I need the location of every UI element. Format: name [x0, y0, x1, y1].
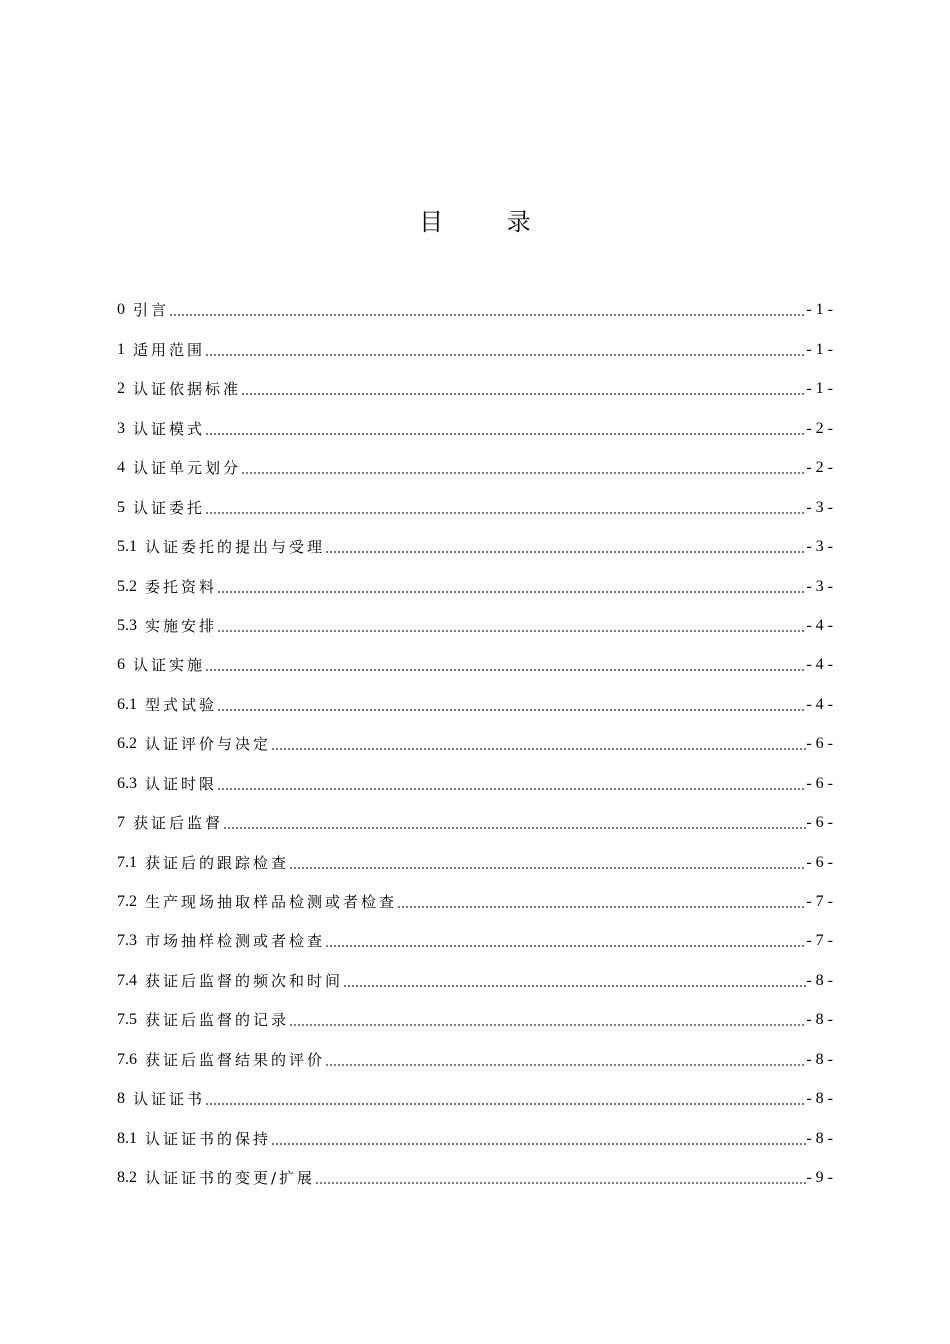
toc-entry-page: - 4 -	[806, 656, 833, 674]
dot-leader	[325, 1064, 806, 1066]
toc-entry[interactable]	[117, 691, 833, 730]
toc-entry-label: 获证后监督	[133, 814, 224, 833]
toc-entry-page: - 6 -	[806, 814, 833, 832]
toc-entry-label: 认证评价与决定	[145, 735, 272, 754]
dot-leader	[343, 985, 806, 987]
toc-entry-number: 5.3	[117, 616, 137, 634]
toc-entry-label: 委托资料	[145, 577, 218, 596]
toc-entry-number: 8	[117, 1090, 125, 1108]
toc-entry[interactable]	[117, 889, 833, 928]
toc-entry[interactable]	[117, 967, 833, 1006]
toc-entry-number: 4	[117, 459, 125, 477]
toc-entry-number: 1	[117, 340, 125, 358]
toc-entry[interactable]	[117, 652, 833, 691]
toc-entry-label: 获证后监督结果的评价	[145, 1050, 326, 1069]
toc-entry-page: - 6 -	[806, 735, 833, 753]
toc-entry-page: - 8 -	[806, 1011, 833, 1029]
toc-entry-label: 认证委托	[133, 498, 206, 517]
toc-entry[interactable]	[117, 613, 833, 652]
dot-leader	[217, 709, 806, 711]
toc-entry[interactable]	[117, 928, 833, 967]
dot-leader	[325, 551, 806, 553]
toc-entry-page: - 7 -	[806, 932, 833, 950]
toc-entry-number: 6.2	[117, 735, 137, 753]
toc-entry[interactable]	[117, 1165, 833, 1204]
toc-entry-number: 7.6	[117, 1050, 137, 1068]
toc-entry-number: 6.1	[117, 695, 137, 713]
dot-leader	[217, 591, 806, 593]
toc-entry-label: 获证后的跟踪检查	[145, 853, 290, 872]
toc-entry[interactable]	[117, 1086, 833, 1125]
toc-entry[interactable]	[117, 1046, 833, 1085]
toc-entry-page: - 8 -	[806, 1129, 833, 1147]
dot-leader	[241, 393, 806, 395]
dot-leader	[241, 472, 806, 474]
toc-entry-page: - 1 -	[806, 301, 833, 319]
toc-entry[interactable]	[117, 376, 833, 415]
toc-entry-number: 7.1	[117, 853, 137, 871]
toc-entry[interactable]	[117, 1125, 833, 1164]
toc-entry[interactable]	[117, 770, 833, 809]
toc-entry-label: 生产现场抽取样品检测或者检查	[145, 893, 398, 911]
toc-entry[interactable]	[117, 336, 833, 375]
toc-entry-label: 认证证书的保持	[145, 1129, 272, 1148]
toc-entry-number: 6.3	[117, 774, 137, 792]
toc-entry-number: 7	[117, 814, 125, 832]
toc-entry[interactable]	[117, 494, 833, 533]
toc-entry-number: 7.3	[117, 932, 137, 950]
toc-entry-label: 实施安排	[145, 616, 218, 635]
toc-entry[interactable]	[117, 415, 833, 454]
dot-leader	[271, 748, 806, 750]
toc-entry-page: - 7 -	[806, 893, 833, 910]
toc-entry[interactable]	[117, 1007, 833, 1046]
toc-entry-number: 5.1	[117, 538, 137, 556]
toc-entry-label: 获证后监督的频次和时间	[145, 971, 344, 990]
toc-entry-page: - 8 -	[806, 971, 833, 989]
dot-leader	[397, 906, 806, 908]
toc-entry-label: 型式试验	[145, 695, 218, 714]
dot-leader	[205, 1103, 806, 1105]
toc-entry[interactable]	[117, 731, 833, 770]
page-title: 目 录	[419, 208, 559, 236]
toc-entry-page: - 4 -	[806, 695, 833, 713]
toc-entry-label: 认证单元划分	[133, 459, 242, 478]
toc-entry[interactable]	[117, 810, 833, 849]
dot-leader	[169, 314, 806, 316]
toc-entry-number: 8.1	[117, 1129, 137, 1147]
toc-entry-page: - 3 -	[806, 577, 833, 595]
toc-entry-page: - 3 -	[806, 538, 833, 556]
table-of-contents	[117, 297, 833, 1204]
toc-entry-label: 认证实施	[133, 656, 206, 675]
toc-entry-page: - 6 -	[806, 853, 833, 871]
toc-entry-page: - 6 -	[806, 774, 833, 792]
toc-entry-number: 7.2	[117, 893, 137, 910]
toc-entry-number: 7.4	[117, 971, 137, 989]
toc-entry-label: 市场抽样检测或者检查	[145, 932, 326, 951]
toc-entry-label: 认证依据标准	[133, 380, 242, 399]
toc-entry-page: - 9 -	[806, 1169, 833, 1187]
toc-entry-page: - 8 -	[806, 1090, 833, 1108]
toc-entry-number: 5	[117, 498, 125, 516]
toc-entry-label: 适用范围	[133, 340, 206, 359]
toc-entry-page: - 2 -	[806, 419, 833, 437]
toc-entry-page: - 3 -	[806, 498, 833, 516]
dot-leader	[205, 354, 806, 356]
toc-entry-number: 5.2	[117, 577, 137, 595]
toc-entry-label: 认证委托的提出与受理	[145, 538, 326, 557]
toc-entry[interactable]	[117, 573, 833, 612]
dot-leader	[271, 1143, 806, 1145]
toc-entry-label: 认证模式	[133, 419, 206, 438]
dot-leader	[289, 867, 806, 869]
toc-entry-label: 获证后监督的记录	[145, 1011, 290, 1030]
dot-leader	[223, 827, 806, 829]
toc-entry-label: 认证证书	[133, 1090, 206, 1109]
dot-leader	[325, 945, 806, 947]
toc-entry[interactable]	[117, 297, 833, 336]
toc-entry[interactable]	[117, 534, 833, 573]
toc-entry-page: - 1 -	[806, 340, 833, 358]
toc-entry[interactable]	[117, 455, 833, 494]
toc-entry-page: - 2 -	[806, 459, 833, 477]
toc-entry-number: 6	[117, 656, 125, 674]
toc-entry-page: - 1 -	[806, 380, 833, 398]
dot-leader	[205, 512, 806, 514]
dot-leader	[217, 788, 806, 790]
toc-entry-number: 3	[117, 419, 125, 437]
dot-leader	[315, 1182, 806, 1184]
dot-leader	[289, 1024, 806, 1026]
toc-entry-number: 7.5	[117, 1011, 137, 1029]
toc-entry-label: 认证时限	[145, 774, 218, 793]
toc-entry-number: 8.2	[117, 1169, 137, 1187]
toc-entry-label: 认证证书的变更/扩展	[145, 1169, 316, 1188]
toc-entry-number: 0	[117, 301, 125, 319]
toc-entry[interactable]	[117, 849, 833, 888]
dot-leader	[205, 433, 806, 435]
dot-leader	[205, 669, 806, 671]
toc-entry-number: 2	[117, 380, 125, 398]
dot-leader	[217, 630, 806, 632]
toc-entry-page: - 4 -	[806, 616, 833, 634]
toc-entry-page: - 8 -	[806, 1050, 833, 1068]
toc-entry-label: 引言	[133, 301, 170, 320]
